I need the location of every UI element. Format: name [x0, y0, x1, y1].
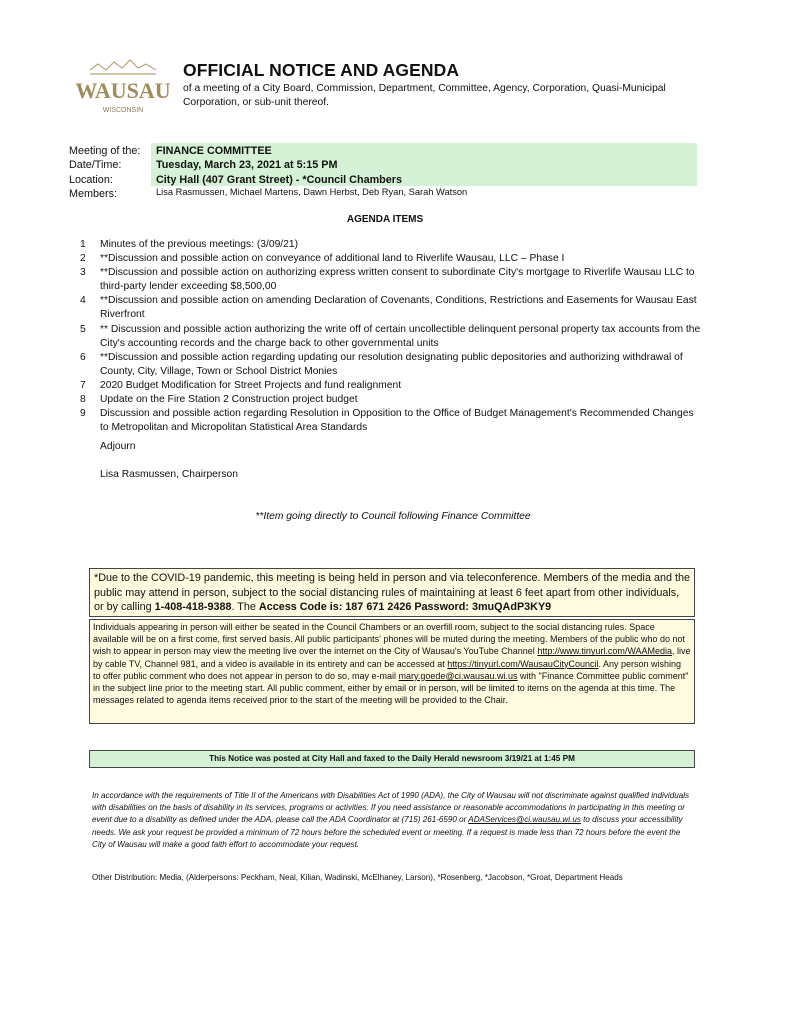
agenda-item: [64, 238, 704, 252]
item-number: 9: [80, 408, 86, 420]
item-text: **Discussion and possible action regarding updating our resolution designating public depositories and authorizing withdrawal of County, City, Village, Town or School District Monies: [100, 351, 683, 377]
item-text: **Discussion and possible action on conveyance of additional land to Riverlife Wausau, LLC – Phase I: [100, 253, 565, 265]
agenda-item: [64, 252, 704, 266]
adjourn-item: Adjourn: [100, 441, 136, 452]
meeting-members: Lisa Rasmussen, Michael Martens, Dawn Herbst, Deb Ryan, Sarah Watson: [156, 187, 468, 197]
agenda-item: [64, 323, 704, 351]
logo-subtext: WISCONSIN: [102, 107, 144, 114]
item-number: 8: [80, 394, 86, 406]
item-text: 2020 Budget Modification for Street Projects and fund realignment: [100, 379, 402, 391]
page-subtitle: of a meeting of a City Board, Commission, Department, Committee, Agency, Corporation, Quasi-Municipal Corporation, or sub-unit thereof.: [183, 83, 666, 108]
council-video-link[interactable]: https://tinyurl.com/WausauCityCouncil: [447, 658, 599, 669]
covid-text-2: . The: [231, 601, 259, 613]
comment-email-link[interactable]: mary.goede@ci.wausau.wi.us: [398, 670, 518, 681]
item-text: Discussion and possible action regarding Resolution in Opposition to the Office of Budget Management's Recommended Changes to Metropolitan and Micropolitan Statistical Area Standards: [100, 408, 694, 434]
notice-text: Individuals appearing in person will either be seated in the Council Chambers or an overfill room, subject to the social distancing rules. Space available will be on a first come, first served basis. All public participants' phones will be muted during the meeting. Members of the public who do not wish to appear in person may view the meeting live over the internet on the City of Wausau's YouTube Channel: [93, 622, 686, 657]
meeting-label: Meeting of the:: [69, 145, 141, 157]
chairperson: Lisa Rasmussen, Chairperson: [100, 469, 238, 480]
item-text: **Discussion and possible action on amending Declaration of Covenants, Conditions, Restrictions and Easements for Wausau East Riverfront: [100, 295, 697, 321]
agenda-item: [64, 294, 704, 322]
ada-text: to discuss your accessibility needs. We ask your request be provided a minimum of 72 hours before the scheduled event or meeting. If a request is made less than 72 hours before the event the City of Wausau will make a good faith effort to accommodate your request.: [92, 815, 683, 849]
agenda-heading: AGENDA ITEMS: [346, 214, 424, 225]
covid-notice: [89, 568, 695, 617]
agenda-item: [64, 393, 704, 407]
item-text: Update on the Fire Station 2 Construction project budget: [100, 394, 358, 406]
agenda-item: [64, 266, 704, 294]
item-number: 2: [80, 253, 86, 265]
agenda-item: [64, 379, 704, 393]
agenda-list: [64, 238, 704, 435]
agenda-item: [64, 407, 704, 435]
meeting-datetime: Tuesday, March 23, 2021 at 5:15 PM: [156, 159, 338, 172]
item-number: 6: [80, 351, 86, 363]
youtube-link[interactable]: http://www.tinyurl.com/WAAMedia: [537, 646, 673, 657]
logo-text: WAUSAU: [75, 78, 171, 103]
meeting-name: FINANCE COMMITTEE: [156, 145, 272, 157]
agenda-item: [64, 351, 704, 379]
covid-text: *Due to the COVID-19 pandemic, this meeting is being held in person and via teleconference. Members of the media and the public may attend in person, subject to the social distancing rules of maintaining at least 6 feet apart from other individuals, or by calling: [94, 572, 690, 613]
item-number: 7: [80, 379, 86, 391]
posting-notice: This Notice was posted at City Hall and faxed to the Daily Herald newsroom 3/19/21 at 1:45 PM: [89, 750, 695, 768]
meeting-location: City Hall (407 Grant Street) - *Council Chambers: [156, 173, 402, 186]
item-number: 4: [80, 295, 86, 307]
members-label: Members:: [69, 187, 117, 200]
ada-statement: [92, 790, 692, 858]
item-number: 5: [80, 323, 86, 335]
item-number: 1: [80, 239, 86, 250]
agenda-footnote: **Item going directly to Council following Finance Committee: [255, 511, 531, 522]
item-number: 3: [80, 267, 86, 279]
call-in-number: 1-408-418-9388: [154, 601, 232, 613]
date-label: Date/Time:: [69, 159, 122, 172]
item-text: **Discussion and possible action on authorizing express written consent to subordinate City's mortgage to Riverlife Wausau LLC to third-party lender exceeding $8,500,00: [100, 267, 695, 293]
ada-email-link[interactable]: ADAServices@ci.wausau.wi.us: [468, 815, 581, 825]
notice-text: . Any person wishing to offer public comment who does not appear in person to do so, may e-mail: [93, 658, 682, 681]
in-person-notice: [89, 619, 695, 724]
notice-text: , live by cable TV, Channel 981, and a video is available in its entirety and can be accessed at: [93, 646, 691, 669]
ada-text: In accordance with the requirements of Title II of the Americans with Disabilities Act of 1990 (ADA), the City of Wausau will not discriminate against qualified individuals with disabilities on the basis of disability in its services, programs or activities. If you need assistance or reasonable accommodations in participating in this meeting or event due to a disability as defined under the ADA, please call the ADA Coordinator at (715) 261-6590 or: [92, 791, 690, 825]
notice-text: with "Finance Committee public comment" in the subject line prior to the meeting start. All public comment, either by email or in person, will be limited to items on the agenda at this time. The messages related to agenda items received prior to the start of the meeting will be provided to the Chair.: [93, 670, 689, 706]
access-code: Access Code is: 187 671 2426 Password: 3muQAdP3KY9: [258, 601, 552, 613]
page-title: OFFICIAL NOTICE AND AGENDA: [183, 60, 460, 80]
distribution-list: Other Distribution: Media, (Alderpersons: Peckham, Neal, Kilian, Wadinski, McElhaney, Larson), *Rosenberg, *Jacobson, *Groat, Department Heads: [92, 873, 623, 882]
item-text: ** Discussion and possible action authorizing the write off of certain uncollectible delinquent personal property tax accounts from the City's accounting records and the charge back to other governmental units: [100, 323, 701, 349]
item-text: Minutes of the previous meetings: (3/09/21): [100, 239, 299, 250]
meeting-values: [156, 144, 402, 187]
location-label: Location:: [69, 173, 113, 186]
meeting-labels: [69, 144, 140, 201]
wausau-logo: [75, 56, 171, 120]
